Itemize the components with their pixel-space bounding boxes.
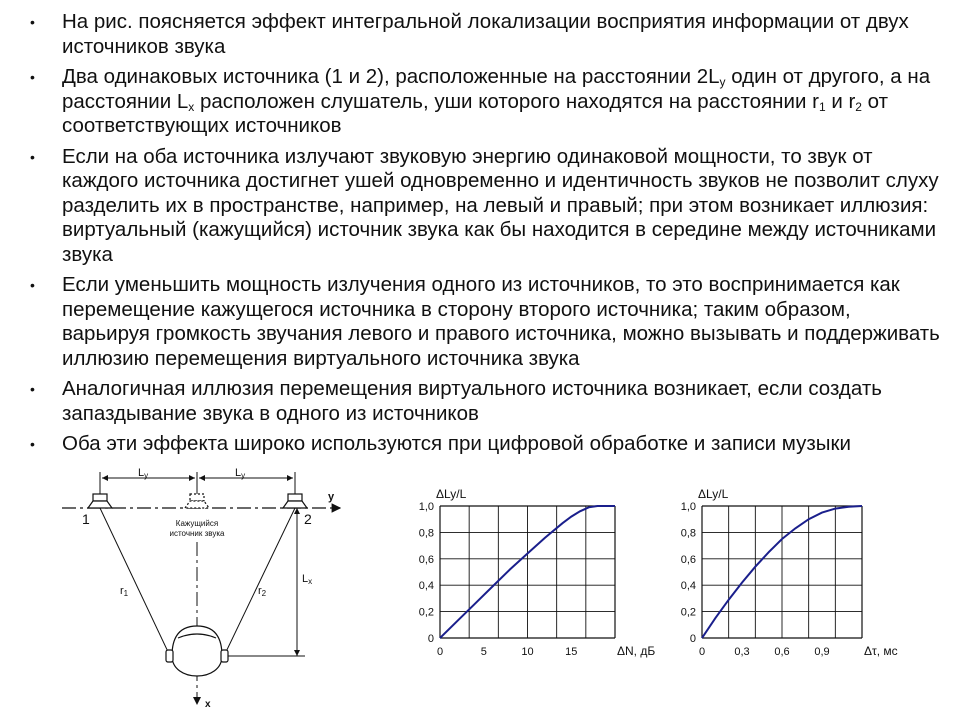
bullet-item bbox=[28, 10, 940, 59]
bullet-dot-icon: • bbox=[30, 277, 35, 293]
y-axis-label: ΔLy/L bbox=[698, 487, 729, 501]
bullet-text: Если уменьшить мощность излучения одного из источников, то это воспринимается как перемещение кажущегося источника в сторону второго источника; таким образом, варьируя громкость звучания левого и правого источника, можно вызывать и поддерживать иллюзию перемещения виртуального источника звука bbox=[62, 273, 940, 370]
y-tick-label: 0,2 bbox=[680, 606, 696, 619]
r1-label: r1 bbox=[120, 585, 129, 598]
bullet-text: Два одинаковых источника (1 и 2), расположенные на расстоянии 2L bbox=[62, 65, 720, 88]
speaker-left-icon bbox=[88, 494, 112, 508]
x-tick-label: 0 bbox=[436, 646, 444, 658]
x-tick-label: 5 bbox=[480, 646, 487, 658]
bullet-dot-icon: • bbox=[30, 436, 35, 452]
virtual-source-label: источник звука bbox=[169, 529, 225, 538]
x-tick-label: 0,9 bbox=[814, 646, 830, 658]
bullet-text: расположен слушатель, уши которого находятся на расстоянии r bbox=[194, 89, 819, 113]
speaker-right-icon bbox=[283, 494, 307, 508]
source-label-left: 1 bbox=[82, 511, 90, 527]
y-tick-label: 1,0 bbox=[418, 501, 434, 513]
chart-time-delay bbox=[660, 480, 910, 672]
speaker-virtual-icon bbox=[185, 494, 209, 508]
bullet-item bbox=[28, 273, 940, 371]
localization-diagram bbox=[60, 464, 360, 714]
lx-label: Lx bbox=[302, 573, 313, 586]
bullet-dot-icon: • bbox=[30, 148, 35, 165]
x-axis-label: x bbox=[205, 699, 211, 710]
subscript: 2 bbox=[855, 99, 862, 114]
y-axis-label: y bbox=[328, 491, 335, 503]
bullet-dot-icon: • bbox=[30, 14, 35, 30]
subscript: 1 bbox=[818, 99, 826, 114]
y-tick-label: 0,6 bbox=[680, 553, 696, 566]
y-axis-label: ΔLy/L bbox=[436, 487, 467, 501]
bullet-item bbox=[28, 432, 940, 457]
x-axis-label: ΔN, дБ bbox=[617, 644, 656, 658]
x-tick-label: 0,3 bbox=[734, 646, 750, 658]
x-axis-label: Δτ, мс bbox=[864, 644, 898, 658]
y-tick-label: 0 bbox=[689, 633, 696, 645]
y-tick-label: 0 bbox=[427, 633, 434, 645]
x-tick-label: 0,6 bbox=[774, 646, 790, 658]
bullet-dot-icon: • bbox=[30, 381, 35, 397]
subscript: y bbox=[719, 75, 726, 89]
bullet-text: На рис. поясняется эффект интегральной локализации восприятия информации от двух источников звука bbox=[62, 10, 909, 58]
x-tick-label: 15 bbox=[565, 646, 578, 658]
source-label-right: 2 bbox=[304, 511, 312, 527]
virtual-source-label: Кажущийся bbox=[175, 519, 219, 528]
bullet-dot-icon: • bbox=[30, 69, 35, 85]
bullet-list bbox=[28, 10, 940, 463]
y-tick-label: 0,4 bbox=[418, 580, 434, 593]
x-tick-label: 0 bbox=[698, 646, 706, 658]
bullet-item bbox=[28, 145, 940, 268]
bullet-item bbox=[28, 65, 940, 139]
y-tick-label: 1,0 bbox=[680, 501, 696, 513]
bullet-text: один от другого, а на расстоянии L bbox=[62, 65, 931, 113]
bullet-text: от соответствующих источников bbox=[62, 89, 889, 137]
r1-line bbox=[100, 508, 170, 656]
y-tick-label: 0,8 bbox=[680, 527, 696, 540]
bullet-text: Если на оба источника излучают звуковую энергию одинаковой мощности, то звук от каждого источника достигнет ушей одновременно и идентичность звуков не позволит слуху разделить их в пространстве, например, на левый и правый; при этом возникает иллюзия: виртуальный (кажущийся) источник звука как бы находится в середине между источниками звука bbox=[62, 144, 939, 266]
listener-head-icon bbox=[166, 626, 228, 676]
x-tick-label: 10 bbox=[521, 646, 534, 658]
subscript: x bbox=[188, 99, 195, 114]
ly-label-left: Ly bbox=[138, 467, 149, 480]
chart-power-difference bbox=[398, 480, 656, 672]
ly-label-right: Ly bbox=[235, 467, 246, 480]
y-tick-label: 0,4 bbox=[680, 580, 696, 593]
bullet-text: Аналогичная иллюзия перемещения виртуального источника возникает, если создать запаздывание звука в одного из источников bbox=[62, 377, 882, 425]
y-tick-label: 0,6 bbox=[418, 553, 434, 566]
ly-dimension bbox=[100, 472, 295, 494]
bullet-text: Оба эти эффекта широко используются при цифровой обработке и записи музыки bbox=[62, 432, 851, 455]
y-tick-label: 0,2 bbox=[418, 606, 434, 619]
r2-label: r2 bbox=[258, 585, 267, 598]
y-tick-label: 0,8 bbox=[418, 527, 434, 540]
bullet-item bbox=[28, 377, 940, 426]
r2-line bbox=[224, 508, 295, 656]
bullet-text: и r bbox=[825, 89, 856, 113]
